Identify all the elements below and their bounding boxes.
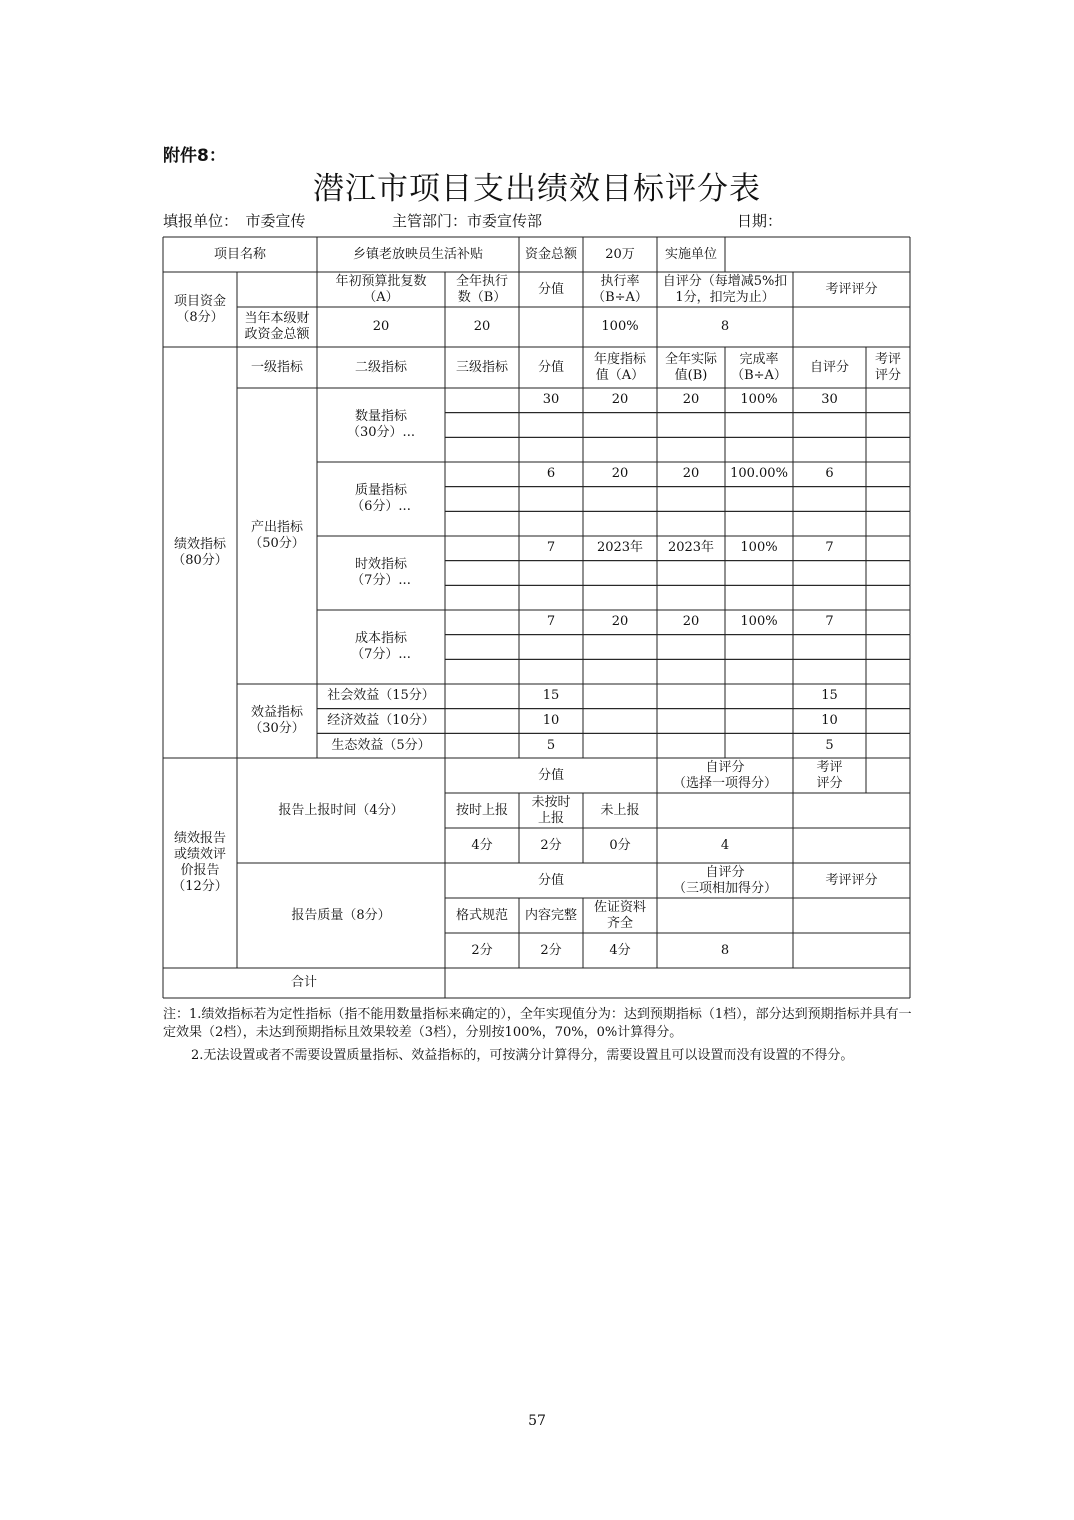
note-1: 注：1.绩效指标若为定性指标（指不能用数量指标来确定的），全年实现值分为：达到预期指标（1档），部分达到预期指标并具有一定效果（2档），未达到预期指标且效果较差（3档），分别按100%，70%，0%计算得分。 [163,1007,912,1040]
indicator-target: 2023年 [596,540,644,556]
self-score-header: 自评分（每增减5%扣 1分，扣完为止） [662,273,788,305]
perf-header: 二级指标 [354,359,407,375]
funds-score-value [519,307,583,347]
perf-header: 完成率 （B÷A） [731,351,787,383]
funds-eval-score [793,307,910,347]
secondary-indicator: 质量指标 （6分）... [351,483,411,514]
report-quality-option: 内容完整 [524,907,577,923]
total-funds-value: 20万 [605,246,635,262]
report-time-score-header: 分值 [537,767,564,783]
managing-dept: 主管部门：市委宣传部 [392,212,543,230]
report-time-option: 未按时 上报 [531,794,571,826]
report-time-option: 按时上报 [455,802,508,818]
exec-header: 全年执行 数（B） [455,273,508,305]
benefit-self-score: 5 [825,737,834,753]
secondary-indicator: 时效指标 （7分）... [351,557,411,588]
note-2: 2.无法设置或者不需要设置质量指标、效益指标的，可按满分计算得分，需要设置且可以设置而没有设置的不得分。 [191,1048,854,1063]
perf-header: 全年实际 值(B) [664,351,717,383]
benefit-indicator-label: 效益指标 （30分） [249,705,305,736]
perf-header: 考评 评分 [874,351,901,383]
secondary-indicator: 数量指标 （30分）... [347,409,415,440]
indicator-self-score: 7 [825,614,834,630]
report-time-points: 0分 [609,837,631,853]
benefit-name: 经济效益（10分） [327,712,435,728]
report-quality-self-score: 8 [720,942,730,958]
indicator-target: 20 [611,392,629,408]
impl-unit-label: 实施单位 [664,246,717,262]
perf-header: 分值 [537,359,564,375]
perf-header: 一级指标 [250,359,303,375]
benefit-self-score: 10 [821,712,838,728]
report-time-points: 2分 [540,837,562,853]
report-quality-points: 2分 [471,942,493,958]
indicator-rate: 100% [740,540,778,556]
secondary-indicator: 成本指标 （7分）... [351,631,411,662]
report-time-self-score: 4 [720,837,730,853]
report-section-label: 绩效报告 或绩效评 价报告 （12分） [172,831,228,894]
total-funds-label: 资金总额 [524,246,577,262]
fill-unit: 填报单位： 市委宣传 [163,212,306,230]
indicator-actual: 20 [682,466,700,482]
report-quality-option: 佐证资料 齐全 [593,899,646,931]
output-indicator-label: 产出指标 （50分） [249,520,305,551]
benefit-self-score: 15 [821,688,838,704]
indicator-actual: 20 [682,392,700,408]
date-label: 日期： [737,212,783,230]
budget-header: 年初预算批复数 （A） [335,273,427,305]
indicator-rate: 100% [740,392,778,408]
indicator-score: 7 [546,540,556,556]
indicator-self-score: 6 [825,466,834,482]
benefit-score: 10 [542,712,560,728]
impl-unit-value [725,237,910,272]
funds-self-score: 8 [720,319,730,334]
report-time-label: 报告上报时间（4分） [278,802,404,818]
eval-score-header: 考评评分 [825,281,878,297]
perf-header: 年度指标 值（A） [593,351,646,383]
indicator-score: 7 [546,614,556,630]
indicator-score: 30 [542,392,560,408]
attachment-label: 附件8： [163,146,226,166]
rate-value: 100% [601,319,639,334]
report-time-eval-header: 考评 评分 [816,759,843,791]
benefit-name: 社会效益（15分） [327,688,435,704]
benefit-score: 5 [546,737,556,753]
funds-row-label: 当年本级财 政资金总额 [244,311,310,342]
indicator-rate: 100.00% [730,466,788,482]
page-number: 57 [528,1413,546,1429]
exec-value: 20 [473,319,491,334]
total-label: 合计 [290,975,317,990]
report-quality-self-header: 自评分 （三项相加得分） [672,864,777,896]
report-quality-points: 4分 [609,942,631,958]
indicator-self-score: 7 [825,540,834,556]
benefit-name: 生态效益（5分） [331,737,431,753]
report-time-option: 未上报 [600,802,640,818]
funds-header-blank [237,272,317,307]
benefit-score: 15 [542,688,560,704]
report-quality-label: 报告质量（8分） [291,907,391,923]
indicator-score: 6 [546,466,556,482]
report-quality-points: 2分 [540,942,562,958]
score-header: 分值 [537,281,564,297]
funds-section-label: 项目资金 （8分） [173,293,226,325]
indicator-target: 20 [611,466,629,482]
project-name-value: 乡镇老放映员生活补贴 [352,246,483,262]
perf-section-label: 绩效指标 （80分） [172,536,228,568]
indicator-actual: 20 [682,614,700,630]
perf-header: 自评分 [809,359,849,375]
indicator-actual: 2023年 [667,540,715,556]
indicator-rate: 100% [740,614,778,630]
budget-value: 20 [372,319,390,334]
indicator-target: 20 [611,614,629,630]
report-quality-option: 格式规范 [455,907,508,923]
indicator-self-score: 30 [821,392,838,408]
report-quality-eval-header: 考评评分 [825,872,878,888]
report-quality-score-header: 分值 [537,872,564,888]
project-name-label: 项目名称 [213,246,266,262]
rate-header: 执行率 （B÷A） [592,273,648,305]
report-time-self-header: 自评分 （选择一项得分） [672,759,777,791]
perf-header: 三级指标 [455,359,508,375]
report-time-points: 4分 [471,837,493,853]
page-title: 潜江市项目支出绩效目标评分表 [313,171,761,207]
